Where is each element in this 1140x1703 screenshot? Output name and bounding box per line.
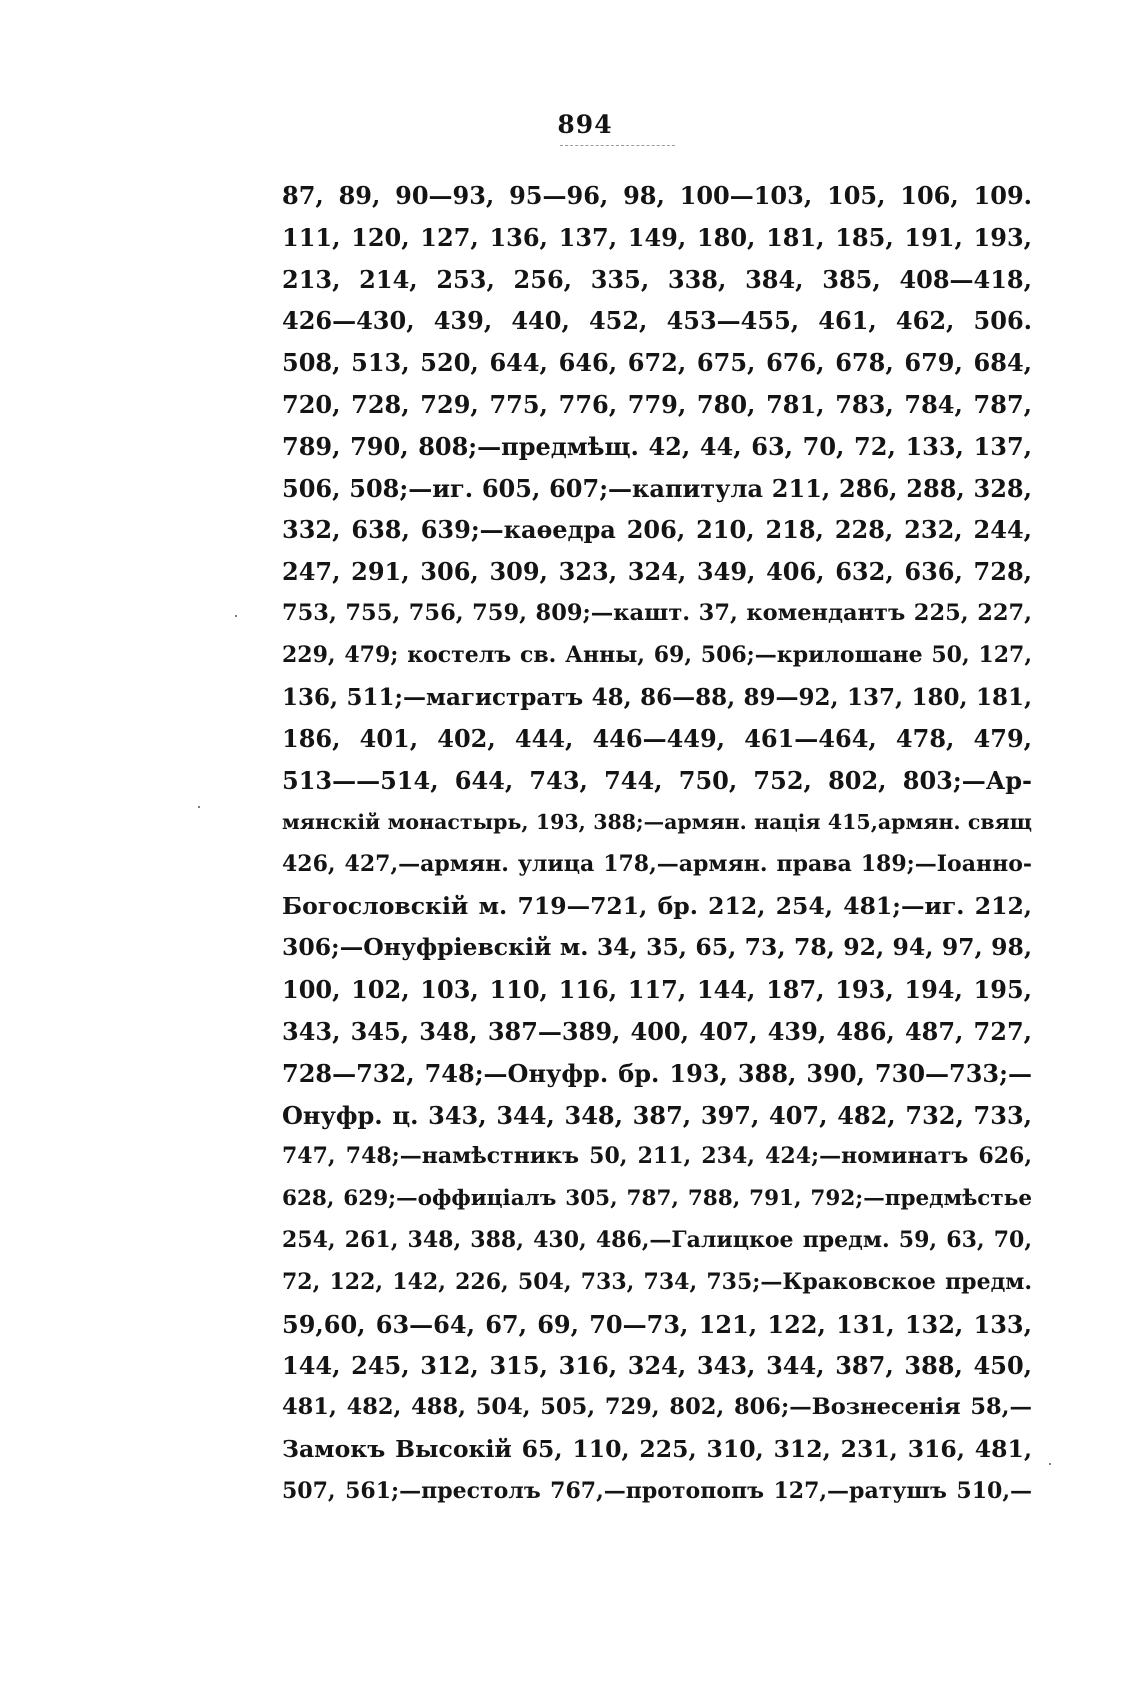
text-line: 789, 790, 808;—предмѣщ. 42, 44, 63, 70, 72, 133, 137, (282, 431, 1032, 461)
header-rule (560, 145, 675, 146)
text-line: 513——514, 644, 743, 744, 750, 752, 802, 803;—Ар- (282, 766, 1032, 796)
text-line: 720, 728, 729, 775, 776, 779, 780, 781, 783, 784, 787, (282, 389, 1032, 419)
page-number: 894 (557, 110, 613, 139)
text-line: 728—732, 748;—Онуфр. бр. 193, 388, 390, 730—733;— (282, 1058, 1032, 1088)
text-line: 306;—Онуфріевскій м. 34, 35, 65, 73, 78, 92, 94, 97, 98, (282, 933, 1032, 962)
text-line: 111, 120, 127, 136, 137, 149, 180, 181, 185, 191, 193, (282, 222, 1032, 252)
text-line: 628, 629;—оффиціалъ 305, 787, 788, 791, 792;—предмѣстье (282, 1186, 1032, 1212)
text-line: 426—430, 439, 440, 452, 453—455, 461, 462, 506. (282, 306, 1032, 336)
text-line: 87, 89, 90—93, 95—96, 98, 100—103, 105, 106, 109. (282, 181, 1032, 210)
text-line: 136, 511;—магистратъ 48, 86—88, 89—92, 137, 180, 181, (282, 683, 1032, 711)
text-line: 254, 261, 348, 388, 430, 486,—Галицкое предм. 59, 63, 70, (282, 1226, 1032, 1253)
scan-speck (198, 806, 200, 808)
text-line: 59,60, 63—64, 67, 69, 70—73, 121, 122, 131, 132, 133, (282, 1309, 1032, 1339)
text-line: 508, 513, 520, 644, 646, 672, 675, 676, 678, 679, 684, (282, 348, 1032, 378)
text-line: 426, 427,—армян. улица 178,—армян. права 189;—Іоанно- (282, 850, 1032, 877)
text-line: 747, 748;—намѣстникъ 50, 211, 234, 424;—номинатъ 626, (282, 1143, 1032, 1170)
text-line: 186, 401, 402, 444, 446—449, 461—464, 478, 479, (282, 724, 1032, 754)
text-line: 481, 482, 488, 504, 505, 729, 802, 806;—Вознесенія 58,— (282, 1394, 1032, 1421)
text-line: 332, 638, 639;—каѳедра 206, 210, 218, 228, 232, 244, (282, 515, 1032, 545)
scan-speck (235, 615, 237, 617)
text-line: мянскій монастырь, 193, 388;—армян. нація 415,армян. свящ (282, 809, 1032, 834)
text-line: Богословскій м. 719—721, бр. 212, 254, 481;—иг. 212, (282, 891, 1032, 920)
index-text-block (282, 175, 1032, 1513)
text-line: 753, 755, 756, 759, 809;—кашт. 37, комендантъ 225, 227, (282, 599, 1032, 626)
text-line: 144, 245, 312, 315, 316, 324, 343, 344, 387, 388, 450, (282, 1351, 1032, 1381)
text-line: 100, 102, 103, 110, 116, 117, 144, 187, 193, 194, 195, (282, 975, 1032, 1005)
text-line: 343, 345, 348, 387—389, 400, 407, 439, 486, 487, 727, (282, 1016, 1032, 1046)
scan-speck (1049, 1463, 1051, 1465)
text-line: 229, 479; костелъ св. Анны, 69, 506;—крилошане 50, 127, (282, 641, 1032, 668)
text-line: 247, 291, 306, 309, 323, 324, 349, 406, 632, 636, 728, (282, 557, 1032, 587)
text-line: 213, 214, 253, 256, 335, 338, 384, 385, 408—418, (282, 264, 1032, 294)
text-line: Онуфр. ц. 343, 344, 348, 387, 397, 407, 482, 732, 733, (282, 1100, 1032, 1130)
text-line: 506, 508;—иг. 605, 607;—капитула 211, 286, 288, 328, (282, 473, 1032, 503)
text-line: 72, 122, 142, 226, 504, 733, 734, 735;—Краковское предм. (282, 1268, 1032, 1295)
text-line: Замокъ Высокій 65, 110, 225, 310, 312, 231, 316, 481, (282, 1434, 1032, 1463)
text-line: 507, 561;—престолъ 767,—протопопъ 127,—ратушъ 510,— (282, 1477, 1032, 1504)
